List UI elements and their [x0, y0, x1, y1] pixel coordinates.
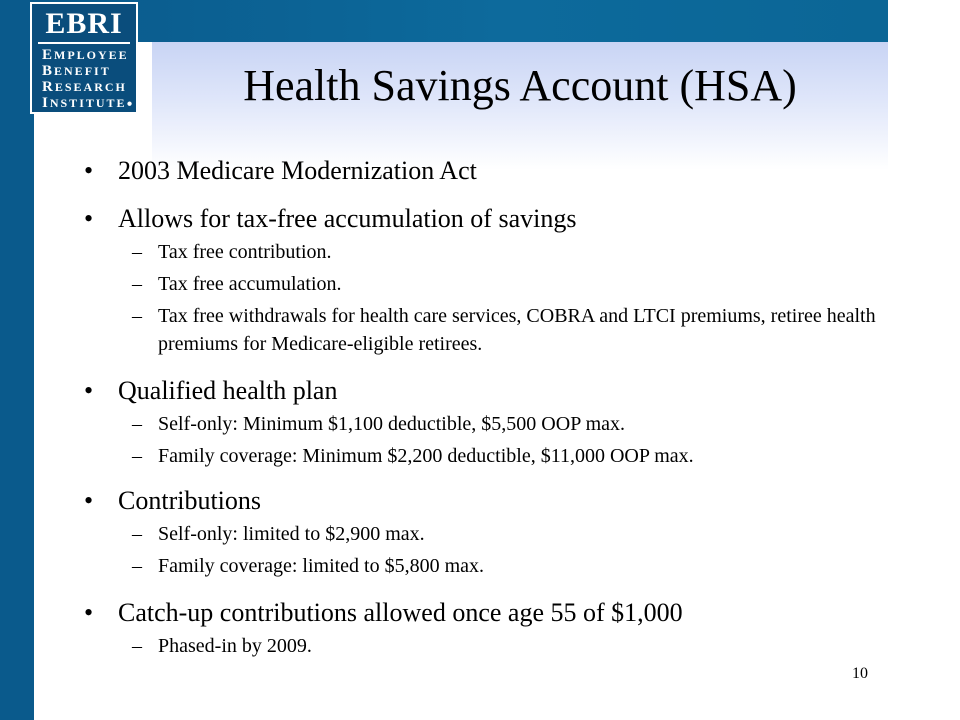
bullet-icon: • — [84, 156, 94, 185]
sub-item-text: Self-only: limited to $2,900 max. — [158, 523, 425, 545]
sub-item-text: Tax free contribution. — [158, 241, 332, 263]
logo-line-research: RESEARCH — [42, 79, 127, 95]
sub-item-text: Family coverage: Minimum $2,200 deductible, $11,000 OOP max. — [158, 445, 694, 467]
logo-line-benefit: BENEFIT — [42, 63, 111, 79]
dash-icon: – — [132, 273, 142, 295]
dash-icon: – — [132, 445, 142, 467]
sub-item-text: Tax free accumulation. — [158, 273, 342, 295]
logo-rule — [38, 42, 130, 44]
dash-icon: – — [132, 305, 142, 327]
sub-item-text: Self-only: Minimum $1,100 deductible, $5,500 OOP max. — [158, 413, 626, 435]
page-number: 10 — [852, 665, 868, 682]
logo-line-institute: INSTITUTE● — [42, 95, 135, 111]
logo-line-employee: EMPLOYEE — [42, 47, 129, 63]
slide-title: Health Savings Account (HSA) — [243, 61, 797, 110]
dash-icon: – — [132, 635, 142, 657]
ebri-logo — [30, 2, 138, 114]
bullet-text: Qualified health plan — [118, 376, 338, 405]
dash-icon: – — [132, 241, 142, 263]
logo-wordmark: EBRI — [45, 7, 123, 40]
bullet-text: Contributions — [118, 486, 262, 515]
sub-item-text: Tax free withdrawals for health care services, COBRA and LTCI premiums, retiree health premiums for Medicare-eligible retirees. — [158, 305, 876, 355]
left-frame-bar — [0, 0, 34, 720]
sub-item-text: Phased-in by 2009. — [158, 635, 312, 657]
top-frame-bar — [34, 0, 888, 42]
bullet-text: 2003 Medicare Modernization Act — [118, 156, 477, 185]
bullet-text: Catch-up contributions allowed once age 55 of $1,000 — [118, 598, 683, 627]
dash-icon: – — [132, 555, 142, 577]
bullet-icon: • — [84, 376, 94, 405]
registered-mark-icon: ● — [126, 98, 135, 110]
sub-item-text: Family coverage: limited to $5,800 max. — [158, 555, 485, 577]
bullet-icon: • — [84, 598, 94, 627]
dash-icon: – — [132, 413, 142, 435]
bullet-icon: • — [84, 204, 94, 233]
dash-icon: – — [132, 523, 142, 545]
bullet-icon: • — [84, 486, 94, 515]
bullet-text: Allows for tax-free accumulation of savings — [118, 204, 577, 233]
